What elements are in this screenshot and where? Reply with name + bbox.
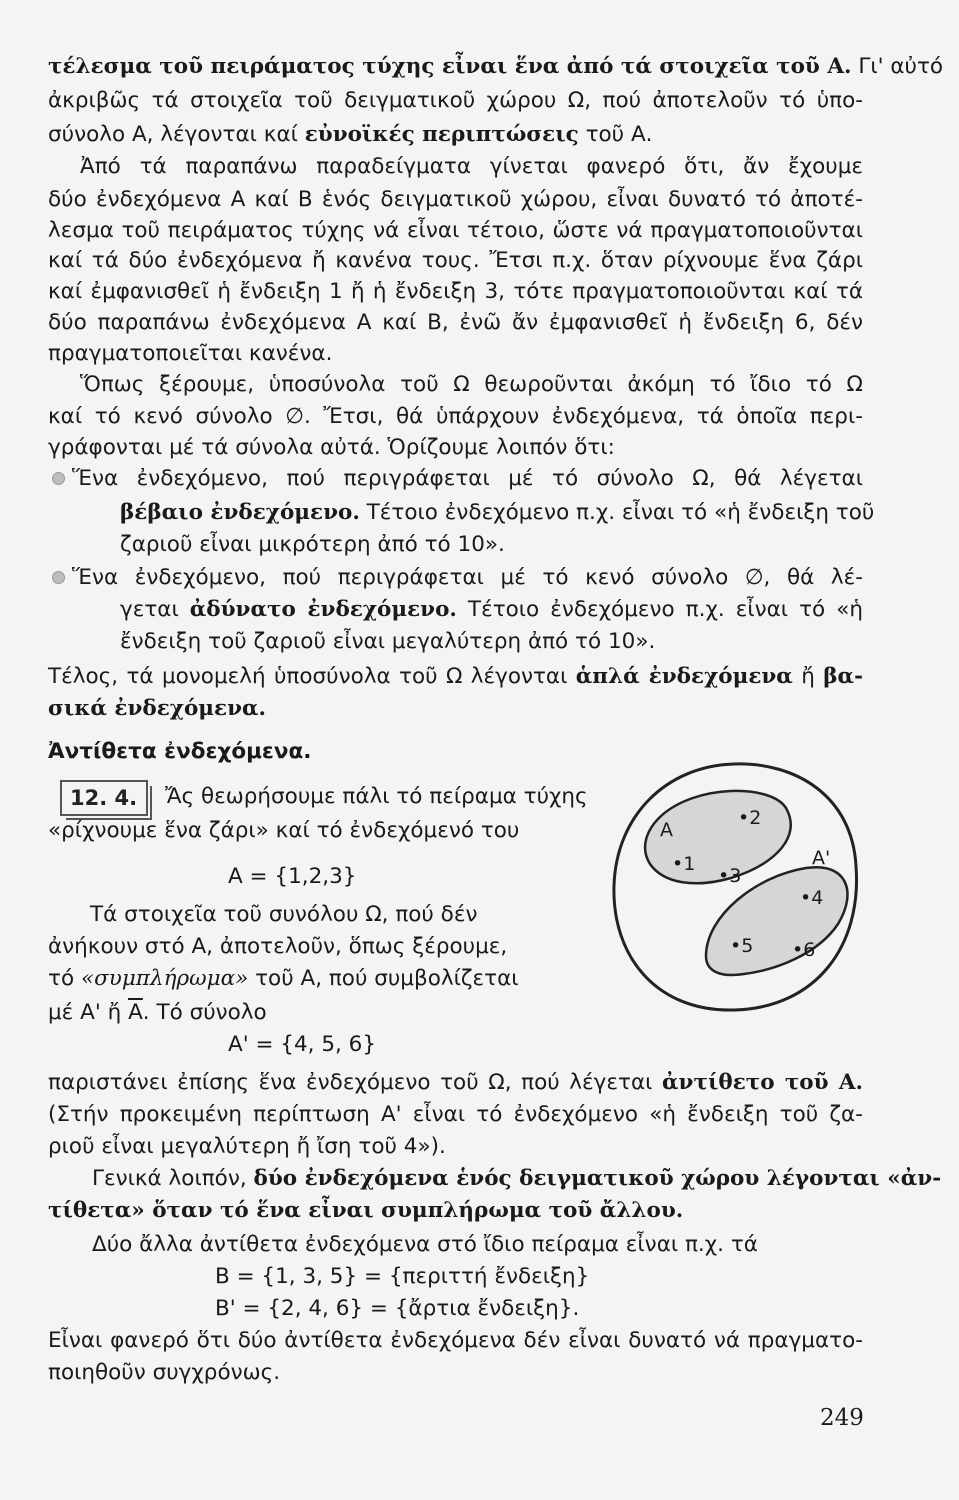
section-l6-a: μέ Α' ἤ [48, 1000, 129, 1025]
para6-line-1: Δύο ἄλλα ἀντίθετα ἐνδεχόμενα στό ἴδιο πείραμα εἶναι π.χ. τά [92, 1232, 758, 1257]
section-line-3: Τά στοιχεῖα τοῦ συνόλου Ω, πού δέν [90, 902, 478, 927]
para4-bold-2: βα- [823, 664, 863, 689]
section-line-1: Ἄς θεωρήσουμε πάλι τό πείραμα τύχης [165, 784, 588, 809]
intro-l3-b: τοῦ Α. [578, 122, 653, 147]
bullet1-l2-rest: Τέτοιο ἐνδεχόμενο π.χ. εἶναι τό «ἡ ἔνδειξη τοῦ [359, 500, 875, 525]
point-4: •4 [800, 887, 824, 909]
venn-diagram [606, 756, 866, 1018]
intro-l3-bold: εὐνοϊκές περιπτώσεις [304, 122, 579, 147]
label-a-prime: Α' [812, 847, 831, 869]
intro-bold: τέλεσμα τοῦ πειράματος τύχης εἶναι ἕνα ἀπό τά στοιχεῖα τοῦ Α. [48, 54, 852, 79]
section-l5-b: τοῦ Α, πού συμβολίζεται [248, 966, 519, 991]
bullet-icon [52, 472, 65, 485]
equation-b-prime: Β' = {2, 4, 6} = {ἄρτια ἔνδειξη}. [215, 1296, 580, 1321]
para4-bold-3: σικά ἐνδεχόμενα. [48, 696, 267, 721]
para5-line-2 [48, 1194, 863, 1228]
section-l7-a: παριστάνει ἐπίσης ἕνα ἐνδεχόμενο τοῦ Ω, πού λέγεται [48, 1070, 663, 1095]
intro-line-3 [48, 118, 863, 152]
section-heading: Ἀντίθετα ἐνδεχόμενα. [48, 739, 312, 764]
section-line-8: (Στήν προκειμένη περίπτωση Α' εἶναι τό ἐνδεχόμενο «ἡ ἔνδειξη τοῦ ζα- [48, 1102, 863, 1127]
para5-bold-2: τίθετα» ὅταν τό ἕνα εἶναι συμπλήρωμα τοῦ ἄλλου. [48, 1198, 684, 1223]
para4-line-1 [48, 660, 863, 694]
para2-line-3: λεσμα τοῦ πειράματος τύχης νά εἶναι τέτοιο, ὥστε νά πραγματοποιοῦνται [48, 218, 863, 243]
para2-line-6: δύο παραπάνω ἐνδεχόμενα Α καί Β, ἐνῶ ἄν ἐμφανισθεῖ ἡ ἔνδειξη 6, δέν [48, 310, 863, 335]
intro-line-2: ἀκριβῶς τά στοιχεῖα τοῦ δειγματικοῦ χώρου Ω, πού ἀποτελοῦν τό ὑπο- [48, 88, 863, 113]
point-3: •3 [718, 865, 742, 887]
para2-line-5: καί ἐμφανισθεῖ ἡ ἔνδειξη 1 ἤ ἡ ἔνδειξη 3, τότε πραγματοποιοῦνται καί τά [48, 279, 863, 304]
section-l7-bold: ἀντίθετο τοῦ Α. [662, 1070, 863, 1095]
section-line-6 [48, 996, 546, 1030]
point-1: •1 [672, 853, 696, 875]
para2-line-7: πραγματοποιεῖται κανένα. [48, 341, 333, 366]
para2-line-1: Ἀπό τά παραπάνω παραδείγματα γίνεται φανερό ὅτι, ἄν ἔχουμε [80, 154, 863, 179]
intro-l3-a: σύνολο Α, λέγονται καί [48, 122, 305, 147]
bullet2-line-3: ἔνδειξη τοῦ ζαριοῦ εἶναι μεγαλύτερη ἀπό τό 10». [120, 629, 656, 654]
page-number: 249 [820, 1405, 864, 1431]
bullet1-line-1: Ἕνα ἐνδεχόμενο, πού περιγράφεται μέ τό σύνολο Ω, θά λέγεται [72, 466, 863, 491]
bullet2-l2-rest: Τέτοιο ἐνδεχόμενο π.χ. εἶναι τό «ἡ [456, 597, 863, 622]
section-l5-ital: «συμπλήρωμα» [80, 966, 249, 991]
section-line-2: «ρίχνουμε ἕνα ζάρι» καί τό ἐνδεχόμενό του [48, 818, 520, 843]
intro-rest: Γι' αὐτό [851, 54, 944, 79]
bullet2-bold: ἀδύνατο ἐνδεχόμενο. [189, 597, 457, 622]
para4-bold-1: ἁπλά ἐνδεχόμενα [575, 664, 793, 689]
section-line-4: ἀνήκουν στό Α, ἀποτελοῦν, ὅπως ξέρουμε, [48, 934, 508, 959]
point-2: •2 [738, 807, 762, 829]
section-line-5 [48, 962, 546, 996]
para4-l1-a: Τέλος, τά μονομελή ὑποσύνολα τοῦ Ω λέγονται [48, 664, 576, 689]
bullet1-line-3: ζαριοῦ εἶναι μικρότερη ἀπό τό 10». [120, 532, 505, 557]
section-l6-b: . Τό σύνολο [142, 1000, 267, 1025]
point-6: •6 [792, 939, 816, 961]
para5-line-1 [92, 1162, 942, 1196]
para3-line-1: Ὅπως ξέρουμε, ὑποσύνολα τοῦ Ω θεωροῦνται ἀκόμη τό ἴδιο τό Ω [80, 372, 863, 397]
para6-line-2: Εἶναι φανερό ὅτι δύο ἀντίθετα ἐνδεχόμενα δέν εἶναι δυνατό νά πραγματο- [48, 1328, 863, 1353]
section-line-9: ριοῦ εἶναι μεγαλύτερη ἤ ἴση τοῦ 4»). [48, 1134, 446, 1159]
equation-a-prime: Α' = {4, 5, 6} [228, 1032, 377, 1057]
point-5: •5 [730, 935, 754, 957]
bullet-icon [52, 571, 65, 584]
section-number: 12. 4. [60, 780, 148, 816]
complement-symbol: $\overline{A}$ [128, 1000, 143, 1025]
equation-a: Α = {1,2,3} [228, 864, 357, 889]
section-line-7 [48, 1066, 863, 1100]
bullet2-line-1: Ἕνα ἐνδεχόμενο, πού περιγράφεται μέ τό κενό σύνολο ∅, θά λέ- [72, 565, 863, 590]
equation-b: Β = {1, 3, 5} = {περιττή ἔνδειξη} [215, 1264, 590, 1289]
para5-l1-a: Γενικά λοιπόν, [92, 1166, 254, 1191]
para4-line-2 [48, 692, 863, 726]
bullet1-bold: βέβαιο ἐνδεχόμενο. [120, 500, 360, 525]
bullet1-line-2 [120, 496, 875, 530]
para2-line-4: καί τά δύο ἐνδεχόμενα ἤ κανένα τους. Ἔτσι π.χ. ὅταν ρίχνουμε ἕνα ζάρι [48, 248, 863, 273]
section-l5-a: τό [48, 966, 81, 991]
para6-line-3: ποιηθοῦν συγχρόνως. [48, 1360, 281, 1385]
bullet2-l2-a: γεται [120, 597, 190, 622]
para3-line-3: γράφονται μέ τά σύνολα αὐτά. Ὁρίζουμε λοιπόν ὅτι: [48, 435, 615, 460]
para3-line-2: καί τό κενό σύνολο ∅. Ἔτσι, θά ὑπάρχουν ἐνδεχόμενα, τά ὁποῖα περι- [48, 404, 863, 429]
para2-line-2: δύο ἐνδεχόμενα Α καί Β ἑνός δειγματικοῦ χώρου, εἶναι δυνατό τό ἀποτέ- [48, 187, 863, 212]
label-a: Α [660, 819, 673, 841]
bullet2-line-2 [120, 593, 863, 627]
intro-line-1 [48, 50, 944, 84]
para4-l1-b: ἤ [792, 664, 824, 689]
para5-bold-1: δύο ἐνδεχόμενα ἑνός δειγματικοῦ χώρου λέγονται «ἀν- [253, 1166, 942, 1191]
